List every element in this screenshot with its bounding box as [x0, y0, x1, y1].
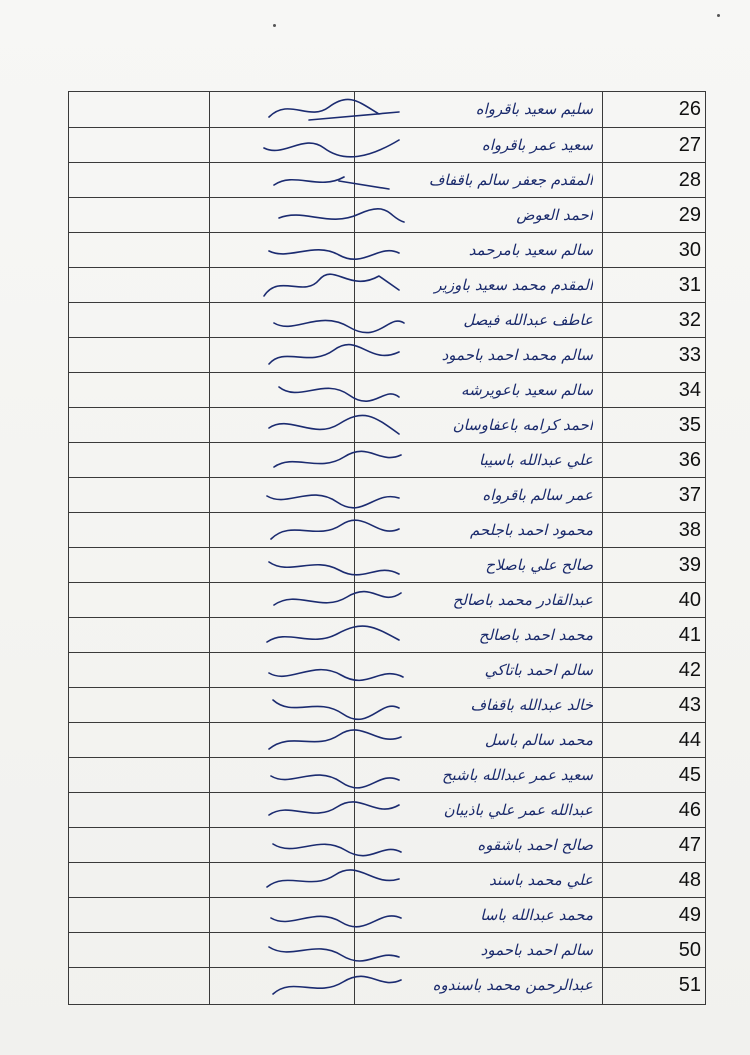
- handwritten-name: المقدم جعفر سالم باقفاف: [428, 171, 593, 189]
- signature-stroke: [264, 140, 399, 157]
- signature-stroke: [274, 320, 404, 332]
- row-number: 40: [678, 589, 701, 611]
- signature: [249, 828, 419, 863]
- handwritten-name: سعيد عمر عبدالله باشبح: [441, 766, 593, 784]
- table-row: [69, 722, 705, 758]
- row-number: 50: [678, 939, 701, 961]
- handwritten-name: احمد العوض: [516, 206, 593, 224]
- signature: [249, 688, 419, 723]
- signature-stroke: [274, 177, 389, 189]
- signature: [249, 163, 419, 198]
- row-number: 42: [678, 659, 701, 681]
- table-row: [69, 127, 705, 163]
- signature: [249, 443, 419, 478]
- signature: [249, 338, 419, 373]
- signature-stroke: [273, 700, 399, 719]
- row-number: 49: [678, 904, 701, 926]
- handwritten-name: محمد سالم باسل: [484, 731, 593, 749]
- signature-stroke: [269, 670, 403, 681]
- handwritten-name: سعيد عمر باقرواه: [481, 136, 593, 154]
- table-row: [69, 897, 705, 933]
- signature-stroke: [273, 844, 401, 856]
- row-number: 27: [678, 134, 701, 156]
- signature-stroke: [279, 387, 399, 401]
- signature: [249, 408, 419, 443]
- row-number: 44: [678, 729, 701, 751]
- signature-stroke: [279, 209, 404, 222]
- handwritten-name: سالم سعيد باعويرشه: [461, 381, 593, 399]
- row-number: 32: [678, 309, 701, 331]
- row-number: 51: [678, 974, 701, 996]
- table-row: [69, 232, 705, 268]
- signature-stroke: [269, 250, 399, 259]
- handwritten-name: علي عبدالله باسيبا: [479, 451, 593, 469]
- row-number: 45: [678, 764, 701, 786]
- speck: [273, 24, 276, 27]
- table-row: [69, 162, 705, 198]
- table-row: [69, 652, 705, 688]
- signature-stroke: [269, 345, 399, 364]
- signature: [249, 478, 419, 513]
- row-number: 34: [678, 379, 701, 401]
- row-number: 48: [678, 869, 701, 891]
- handwritten-name: محمد احمد باصالح: [478, 626, 593, 644]
- table-row: [69, 512, 705, 548]
- table-row: [69, 442, 705, 478]
- handwritten-name: سالم احمد باتاكي: [484, 661, 593, 679]
- row-number: 26: [678, 98, 701, 120]
- table-row: [69, 687, 705, 723]
- signature-stroke: [269, 415, 399, 434]
- table-row: [69, 862, 705, 898]
- handwritten-name: سالم محمد احمد باحمود: [441, 346, 593, 364]
- handwritten-name: سالم احمد باحمود: [480, 941, 593, 959]
- signature-stroke: [267, 870, 399, 887]
- signature-table: [68, 91, 706, 1005]
- signature: [249, 268, 419, 303]
- signature: [249, 968, 419, 1003]
- signature-stroke: [269, 99, 399, 120]
- table-row: [69, 792, 705, 828]
- handwritten-name: صالح احمد باشقوه: [477, 836, 593, 854]
- handwritten-name: محمود احمد باجلحم: [470, 521, 593, 539]
- handwritten-name: احمد كرامه باعفاوسان: [452, 416, 593, 434]
- signature: [249, 898, 419, 933]
- handwritten-name: سليم سعيد باقرواه: [475, 100, 593, 118]
- signature-stroke: [267, 626, 399, 642]
- signature-stroke: [273, 976, 401, 994]
- handwritten-name: عبدالقادر محمد باصالح: [452, 591, 593, 609]
- table-row: [69, 547, 705, 583]
- signature-stroke: [269, 802, 399, 815]
- signature-stroke: [271, 520, 399, 539]
- signature-stroke: [269, 730, 401, 749]
- signature: [249, 793, 419, 828]
- signature: [249, 933, 419, 968]
- table-row: [69, 92, 705, 127]
- handwritten-name: علي محمد باسند: [489, 871, 593, 889]
- signature: [249, 233, 419, 268]
- table-row: [69, 197, 705, 233]
- table-row: [69, 372, 705, 408]
- signature: [249, 653, 419, 688]
- table-row: [69, 617, 705, 653]
- handwritten-name: خالد عبدالله باقفاف: [470, 696, 593, 714]
- speck: [717, 14, 720, 17]
- row-number: 28: [678, 169, 701, 191]
- signature: [249, 198, 419, 233]
- row-number: 37: [678, 484, 701, 506]
- handwritten-name: عمر سالم باقرواه: [482, 486, 593, 504]
- signature: [249, 548, 419, 583]
- signature: [249, 513, 419, 548]
- signature-stroke: [267, 495, 399, 508]
- handwritten-name: عبدالرحمن محمد باسندوه: [432, 976, 593, 994]
- table-row: [69, 302, 705, 338]
- table-row: [69, 407, 705, 443]
- handwritten-name: صالح علي باصلاح: [485, 556, 593, 574]
- row-number: 38: [678, 519, 701, 541]
- signature-stroke: [264, 274, 399, 296]
- handwritten-name: عاطف عبدالله فيصل: [463, 311, 593, 329]
- signature: [249, 723, 419, 758]
- signature: [249, 758, 419, 793]
- row-number: 35: [678, 414, 701, 436]
- row-number: 47: [678, 834, 701, 856]
- signature: [249, 128, 419, 163]
- row-number: 29: [678, 204, 701, 226]
- signature: [249, 303, 419, 338]
- signature: [249, 92, 419, 127]
- signature-stroke: [269, 562, 399, 575]
- signature-stroke: [271, 775, 399, 788]
- table-row: [69, 582, 705, 618]
- signature-stroke: [274, 592, 401, 605]
- table-row: [69, 967, 705, 1003]
- signature-stroke: [269, 947, 399, 961]
- row-number: 36: [678, 449, 701, 471]
- row-number: 46: [678, 799, 701, 821]
- table-row: [69, 827, 705, 863]
- row-number: 43: [678, 694, 701, 716]
- signature: [249, 618, 419, 653]
- signature: [249, 373, 419, 408]
- table-row: [69, 932, 705, 968]
- table-row: [69, 337, 705, 373]
- table-row: [69, 267, 705, 303]
- handwritten-name: عبدالله عمر علي باذيبان: [443, 801, 593, 819]
- handwritten-name: سالم سعيد بامرحمد: [468, 241, 593, 259]
- row-number: 33: [678, 344, 701, 366]
- row-number: 41: [678, 624, 701, 646]
- row-number: 31: [678, 274, 701, 296]
- table-row: [69, 757, 705, 793]
- handwritten-name: محمد عبدالله باسا: [480, 906, 593, 924]
- signature: [249, 863, 419, 898]
- handwritten-name: المقدم محمد سعيد باوزير: [434, 276, 593, 294]
- row-number: 39: [678, 554, 701, 576]
- signature-stroke: [271, 916, 401, 927]
- table-row: [69, 477, 705, 513]
- signature-stroke: [274, 451, 401, 467]
- signature: [249, 583, 419, 618]
- row-number: 30: [678, 239, 701, 261]
